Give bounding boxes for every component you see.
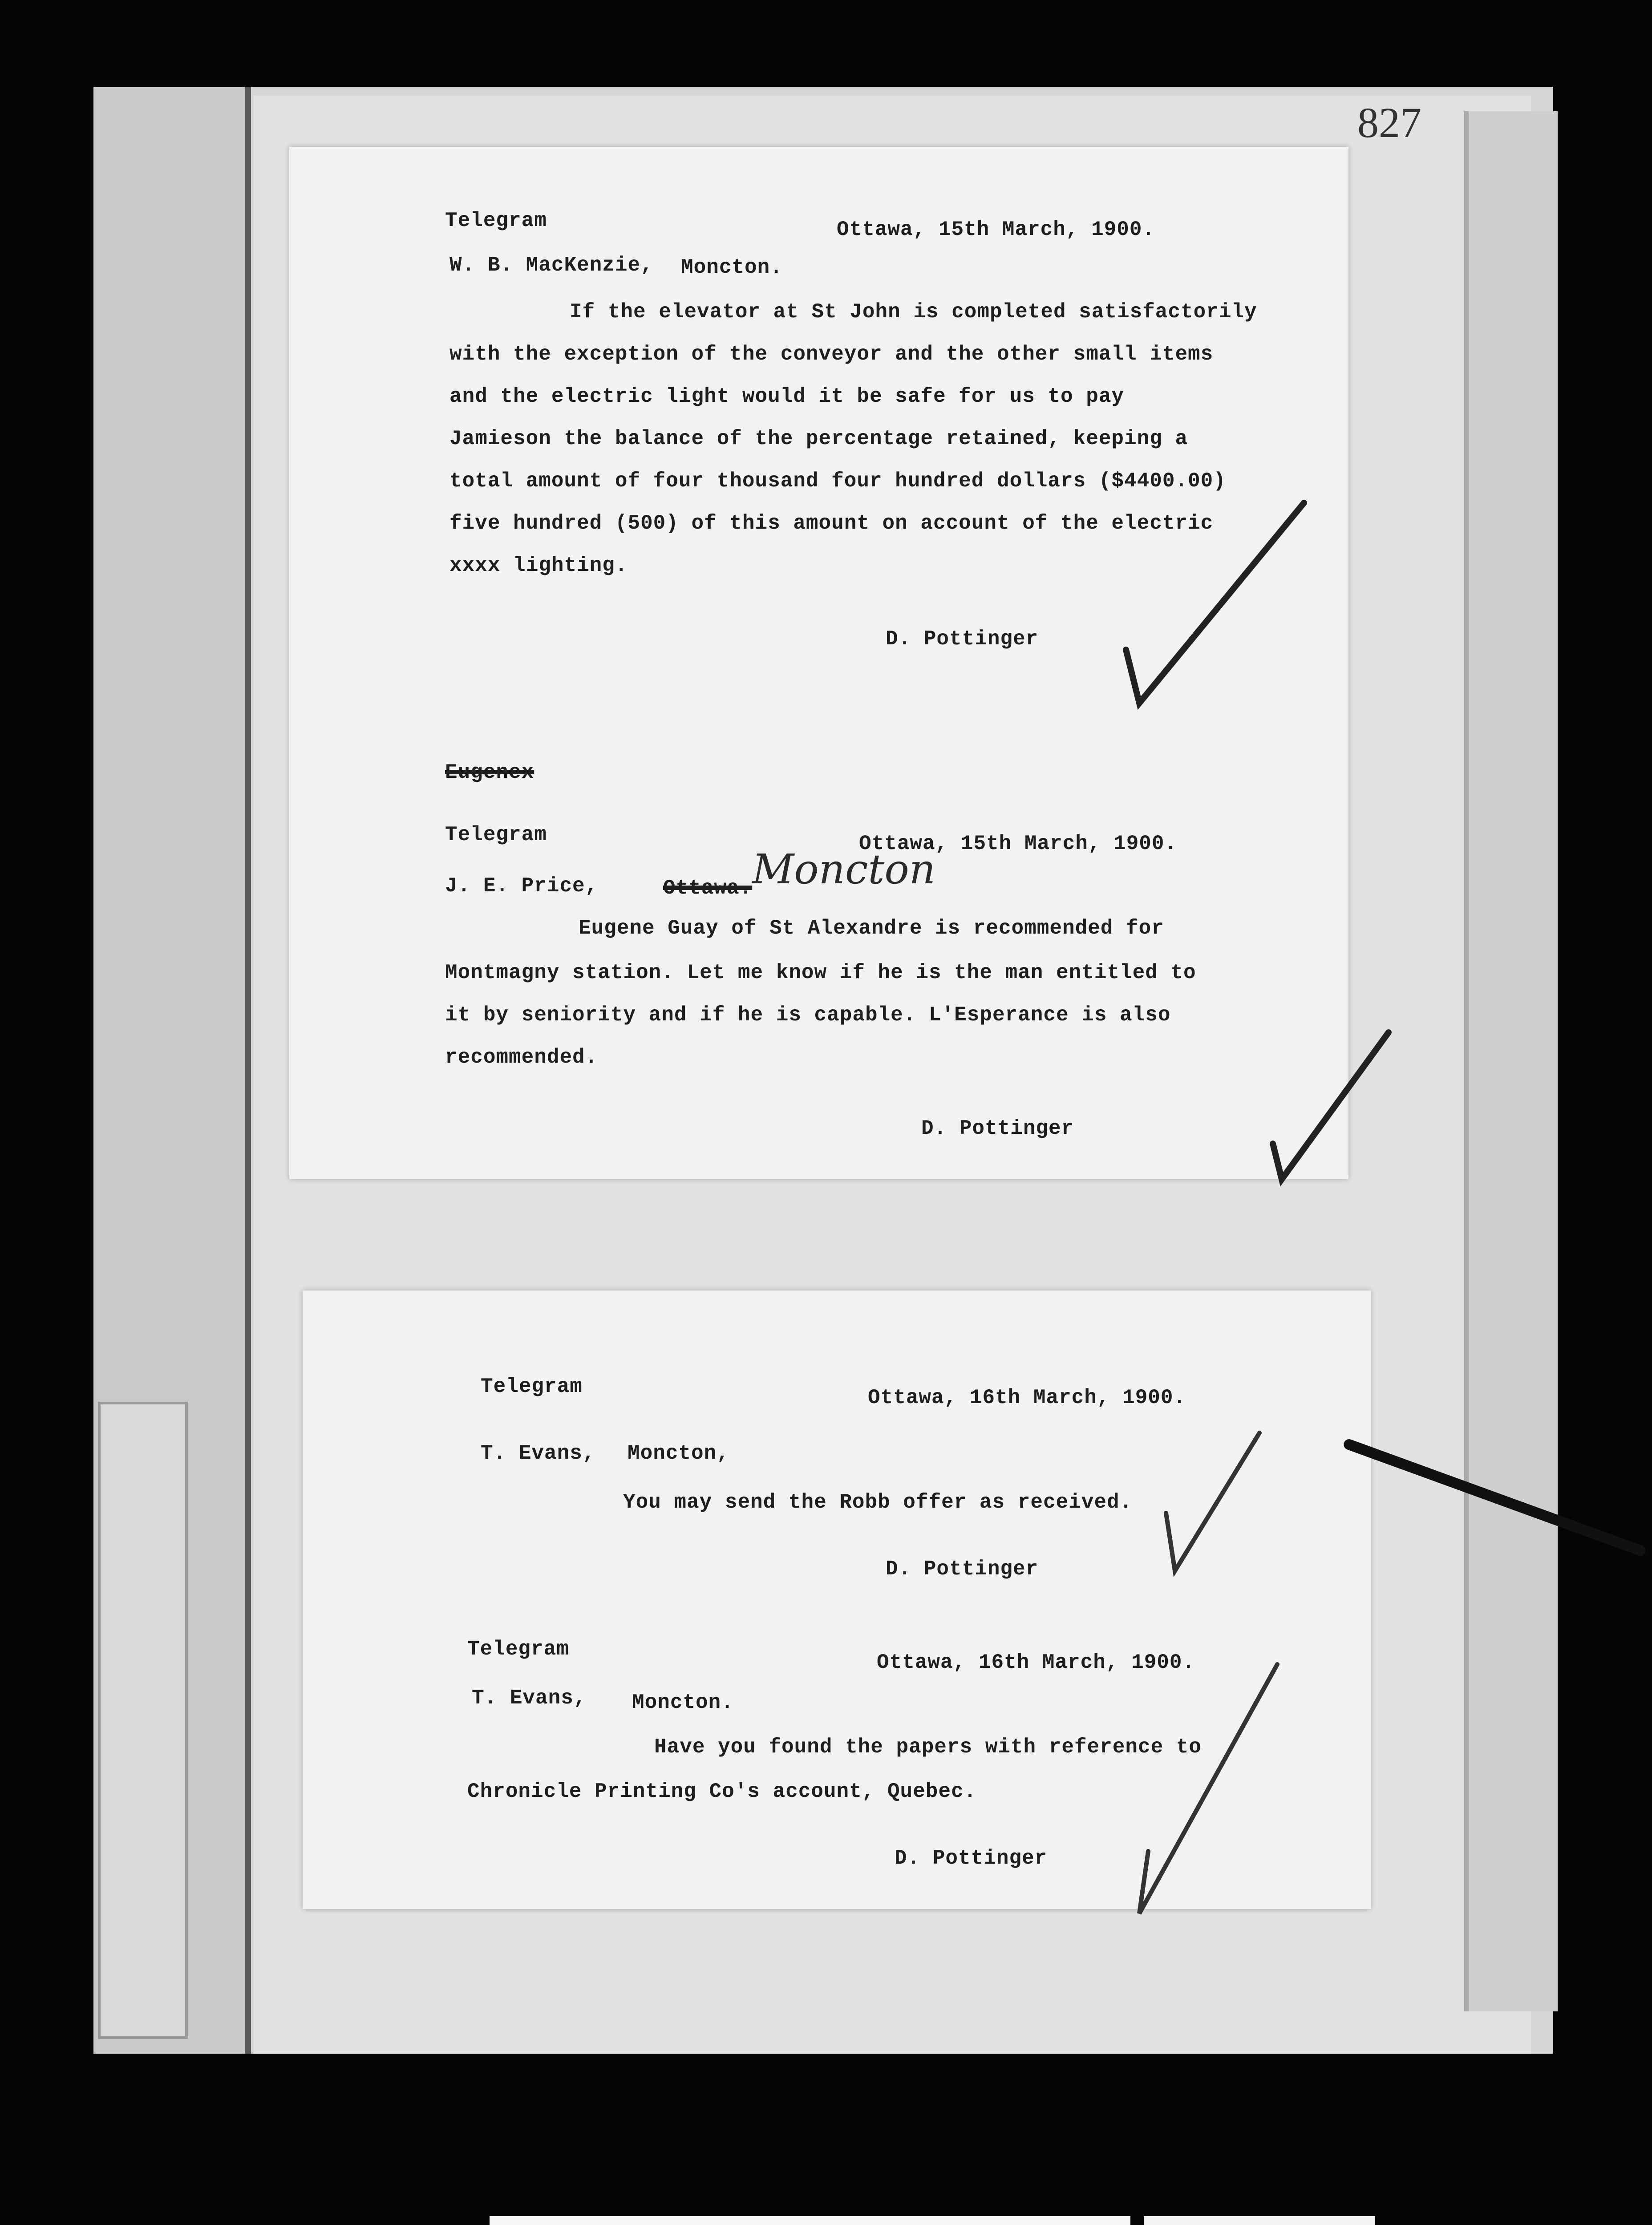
page-number: 827 <box>1357 99 1421 146</box>
telegram4-date: Ottawa, 16th March, 1900. <box>877 1651 1195 1674</box>
telegram4-recipient: T. Evans, <box>472 1687 587 1710</box>
telegram3-body-line: You may send the Robb offer as received. <box>623 1491 1133 1514</box>
check-mark-icon <box>1139 1664 1277 1914</box>
telegram3-heading: Telegram <box>481 1375 583 1398</box>
telegram2-body-line: recommended. <box>445 1046 598 1069</box>
telegram4-body-line: Have you found the papers with reference to <box>654 1736 1202 1759</box>
telegram1-recipient: W. B. MacKenzie, <box>449 254 653 277</box>
telegram1-body-line: Jamieson the balance of the percentage retained, keeping a <box>449 427 1188 450</box>
telegram2-handwritten-place: Moncton <box>752 846 935 893</box>
telegram2-body-line: Eugene Guay of St Alexandre is recommended for <box>579 917 1164 940</box>
check-mark-icon <box>1166 1433 1259 1571</box>
telegram1-body-line: and the electric light would it be safe for us to pay <box>449 385 1125 408</box>
archive-label <box>490 2216 1130 2225</box>
telegram2-body-line: Montmagny station. Let me know if he is the man entitled to <box>445 961 1196 984</box>
telegram4-heading: Telegram <box>467 1638 569 1661</box>
blurred-page-marker <box>1144 2216 1375 2225</box>
telegram2-date: Ottawa, 15th March, 1900. <box>859 832 1178 855</box>
telegram1-place: Moncton. <box>681 256 783 279</box>
telegram2-heading: Telegram <box>445 823 547 846</box>
telegram1-body-line: xxxx lighting. <box>449 554 628 577</box>
telegram1-body-line: If the elevator at St John is completed satisfactorily <box>570 300 1257 324</box>
telegram2-body-line: it by seniority and if he is capable. L'Esperance is also <box>445 1003 1171 1027</box>
telegram1-heading: Telegram <box>445 209 547 232</box>
telegram2-struck-place: Ottawa. <box>663 877 753 900</box>
check-mark-icon <box>1126 503 1304 703</box>
telegram2-struck-heading: Eugenex <box>445 761 534 784</box>
telegram3-signature: D. Pottinger <box>886 1558 1039 1581</box>
telegram2-recipient: J. E. Price, <box>445 874 598 898</box>
telegram4-body-line: Chronicle Printing Co's account, Quebec. <box>467 1780 977 1803</box>
telegram4-signature: D. Pottinger <box>895 1847 1048 1870</box>
telegram1-body-line: five hundred (500) of this amount on account of the electric <box>449 512 1214 535</box>
telegram1-date: Ottawa, 15th March, 1900. <box>837 218 1155 241</box>
telegram1-signature: D. Pottinger <box>886 627 1039 651</box>
telegram3-recipient: T. Evans, <box>481 1442 595 1465</box>
telegram2-signature: D. Pottinger <box>921 1117 1074 1140</box>
check-mark-icon <box>1273 1032 1389 1179</box>
telegram3-place: Moncton, <box>628 1442 729 1465</box>
telegram4-place: Moncton. <box>632 1691 734 1714</box>
telegram1-body-line: total amount of four thousand four hundred dollars ($4400.00) <box>449 469 1226 493</box>
telegram1-body-line: with the exception of the conveyor and the other small items <box>449 343 1214 366</box>
telegram3-date: Ottawa, 16th March, 1900. <box>868 1386 1186 1409</box>
